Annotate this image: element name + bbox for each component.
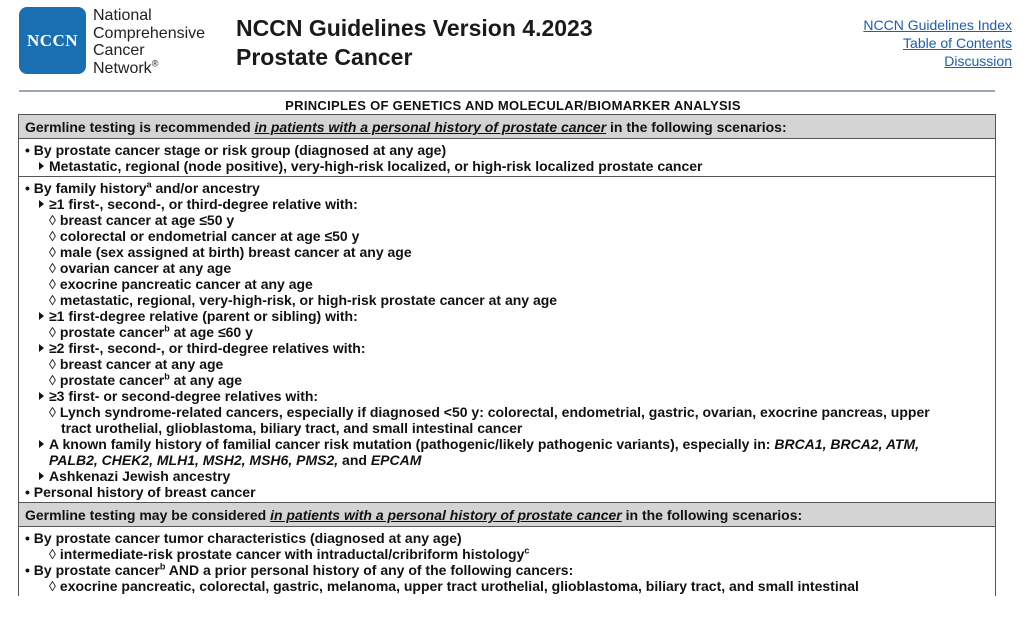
diamond-icon: ◊ — [49, 404, 56, 420]
diamond-icon: ◊ — [49, 578, 56, 594]
diamond-icon: ◊ — [49, 324, 56, 340]
genetics-table — [18, 114, 996, 596]
nccn-logo — [19, 7, 86, 74]
triangle-bullet-icon — [39, 162, 44, 170]
tumor-characteristics-block: • By prostate cancer tumor characteristics (diagnosed at any age) ◊ intermediate-risk prostate cancer with intraductal/cribriform histology$^c$ • By prostate cancer$^b$ AND a prior personal history of any of the following cancers: ◊ exocrine pancreatic, colorectal, gastric, melanoma, upper tract urothelial, glioblastoma, biliary tract, and small intestinal — [25, 530, 859, 594]
triangle-bullet-icon — [39, 344, 44, 352]
guidelines-index-link[interactable]: NCCN Guidelines Index — [863, 17, 1012, 33]
title-version: NCCN Guidelines Version 4.2023 — [236, 15, 593, 41]
recommended-header: Germline testing is recommended in patients with a personal history of prostate cancer in the following scenarios: — [19, 115, 995, 139]
triangle-bullet-icon — [39, 200, 44, 208]
triangle-bullet-icon — [39, 392, 44, 400]
triangle-bullet-icon — [39, 440, 44, 448]
org-line: Network — [93, 59, 152, 77]
triangle-bullet-icon — [39, 472, 44, 480]
page-title — [236, 14, 593, 72]
org-name — [93, 7, 205, 77]
stage-block: • By prostate cancer stage or risk group (diagnosed at any age) Metastatic, regional (node positive), very-high-risk localized, or high-risk localized prostate cancer — [19, 139, 995, 177]
diamond-icon: ◊ — [49, 292, 56, 308]
diamond-icon: ◊ — [49, 372, 56, 388]
org-line: National — [93, 7, 152, 24]
triangle-bullet-icon — [39, 312, 44, 320]
registered-mark: ® — [151, 58, 159, 69]
title-topic: Prostate Cancer — [236, 44, 413, 70]
discussion-link[interactable]: Discussion — [944, 53, 1012, 69]
diamond-icon: ◊ — [49, 244, 56, 260]
considered-header: Germline testing may be considered in patients with a personal history of prostate cancer in the following scenarios: — [19, 503, 995, 527]
diamond-icon: ◊ — [49, 546, 56, 562]
table-of-contents-link[interactable]: Table of Contents — [903, 35, 1012, 51]
diamond-icon: ◊ — [49, 260, 56, 276]
diamond-icon: ◊ — [49, 276, 56, 292]
logo-text: NCCN — [26, 30, 79, 50]
section-title: PRINCIPLES OF GENETICS AND MOLECULAR/BIOMARKER ANALYSIS — [285, 98, 741, 113]
diamond-icon: ◊ — [49, 212, 56, 228]
diamond-icon: ◊ — [49, 356, 56, 372]
header-links — [863, 16, 1012, 70]
org-line: Comprehensive — [93, 24, 206, 42]
header-divider — [19, 90, 995, 92]
diamond-icon: ◊ — [49, 228, 56, 244]
family-history-block: • By family history$^a$ and/or ancestry ≥1 first-, second-, or third-degree relative with: ◊ breast cancer at age ≤50 y ◊ colorectal or endometrial cancer at age ≤50 y ◊ male (sex assigned at birth) breast cancer at any age ◊ ovarian cancer at any age ◊ exocrine pancreatic cancer at any age ◊ metastatic, regional, very-high-risk, or high-risk prostate cancer at any age ≥1 first-degree relative (parent or sibling) with: ◊ prostate cancer$^b$ at age ≤60 y ≥2 first-, second-, or third-degree relatives with: ◊ breast cancer at any age ◊ prostate cancer$^b$ at any age ≥3 first- or second-degree relatives with: ◊ Lynch syndrome-related cancers, especially if diagnosed <50 y: colorectal, endometrial, gastric, ovarian, exocrine pancreas, upper tract urothelial, glioblastoma, biliary tract, and small intestinal cancer A known family history of familial cancer risk mutation (pathogenic/likely pathogenic variants), especially in: BRCA1, BRCA2, ATM, PALB2, CHEK2, MLH1, MSH2, MSH6, PMS2, and EPCAM Ashkenazi Jewish ancestry • Personal history of breast cancer — [19, 177, 995, 503]
org-line: Cancer — [93, 42, 145, 59]
